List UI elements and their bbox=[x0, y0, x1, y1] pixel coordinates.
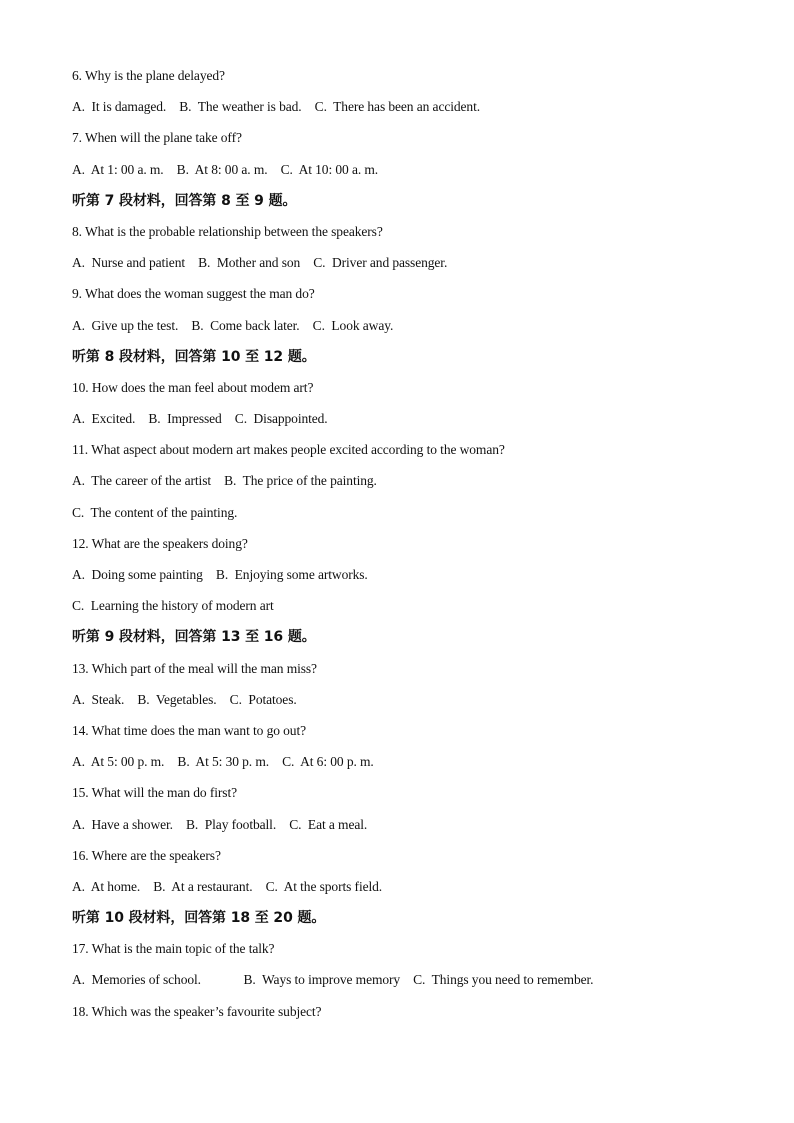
question-line: 11. What aspect about modern art makes people excited according to the woman? bbox=[72, 442, 505, 458]
question-line: 14. What time does the man want to go out? bbox=[72, 722, 307, 738]
section-heading: 听第 10 段材料，回答第 18 至 20 题。 bbox=[72, 910, 326, 927]
question-line: 9. What does the woman suggest the man do? bbox=[72, 286, 315, 302]
question-line: 15. What will the man do first? bbox=[72, 785, 237, 801]
question-line: 13. Which part of the meal will the man miss? bbox=[72, 660, 317, 676]
question-line: 7. When will the plane take off? bbox=[72, 130, 242, 146]
question-line: 18. Which was the speaker’s favourite subject? bbox=[72, 1003, 322, 1019]
options-line: A. At home. B. At a restaurant. C. At the sports field. bbox=[72, 878, 383, 894]
options-line: A. Steak. B. Vegetables. C. Potatoes. bbox=[72, 691, 297, 707]
question-line: 8. What is the probable relationship between the speakers? bbox=[72, 223, 383, 239]
options-line: A. Memories of school. B. Ways to improve memory C. Things you need to remember. bbox=[72, 972, 594, 988]
options-line: A. At 5: 00 p. m. B. At 5: 30 p. m. C. At 6: 00 p. m. bbox=[72, 754, 374, 770]
options-line: A. The career of the artist B. The price of the painting. bbox=[72, 473, 377, 489]
question-line: 17. What is the main topic of the talk? bbox=[72, 941, 275, 957]
question-line: 16. Where are the speakers? bbox=[72, 847, 221, 863]
section-heading: 听第 8 段材料，回答第 10 至 12 题。 bbox=[72, 348, 316, 365]
options-line: C. The content of the painting. bbox=[72, 504, 238, 520]
options-line: A. Nurse and patient B. Mother and son C. Driver and passenger. bbox=[72, 255, 448, 271]
options-line: A. At 1: 00 a. m. B. At 8: 00 a. m. C. At 10: 00 a. m. bbox=[72, 161, 379, 177]
options-line: A. Excited. B. Impressed C. Disappointed. bbox=[72, 411, 328, 427]
section-heading: 听第 9 段材料，回答第 13 至 16 题。 bbox=[72, 629, 316, 646]
options-line: A. Doing some painting B. Enjoying some artworks. bbox=[72, 567, 368, 582]
options-line: C. Learning the history of modern art bbox=[72, 598, 274, 614]
options-line: A. It is damaged. B. The weather is bad. C. There has been an accident. bbox=[72, 99, 480, 115]
exam-page bbox=[72, 66, 732, 1033]
section-heading: 听第 7 段材料，回答第 8 至 9 题。 bbox=[72, 192, 297, 209]
options-line: A. Have a shower. B. Play football. C. Eat a meal. bbox=[72, 816, 368, 832]
question-line: 10. How does the man feel about modem art? bbox=[72, 379, 314, 395]
question-line: 12. What are the speakers doing? bbox=[72, 535, 248, 551]
options-line: A. Give up the test. B. Come back later. C. Look away. bbox=[72, 317, 394, 333]
question-line: 6. Why is the plane delayed? bbox=[72, 68, 225, 83]
